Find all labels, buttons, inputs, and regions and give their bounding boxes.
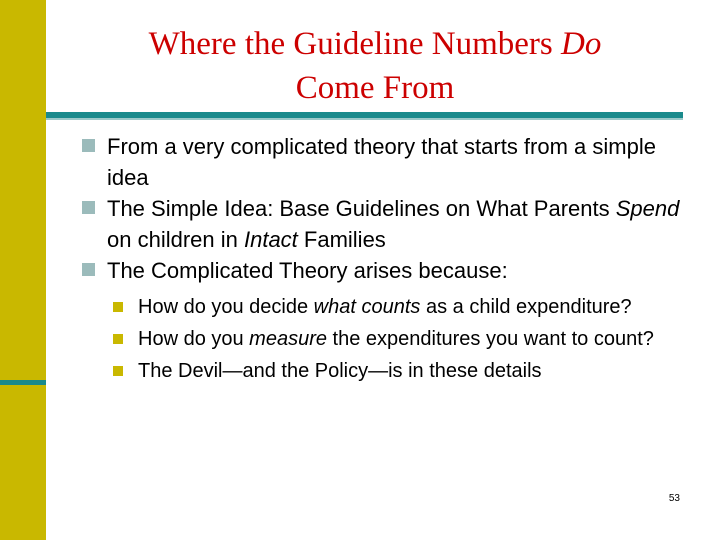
sidebar-accent-bar [0, 0, 46, 540]
sub-bullet-square-icon [113, 302, 123, 312]
sub-bullet-item-1: How do you decide what counts as a child expenditure? [113, 293, 702, 321]
sub-bullet-list [82, 293, 702, 385]
bullet-item-3: The Complicated Theory arises because: [82, 255, 702, 286]
sub-bullet-square-icon [113, 334, 123, 344]
bullet-item-2: The Simple Idea: Base Guidelines on What Parents Spend on children in Intact Families [82, 193, 702, 255]
bullet-square-icon [82, 263, 95, 276]
slide-title [70, 22, 680, 110]
title-text-part1: Where the Guideline Numbers [148, 26, 561, 62]
title-text-part2: Come From [295, 70, 455, 106]
bullet-item-1: From a very complicated theory that starts from a simple idea [82, 131, 702, 193]
title-underline-shadow [46, 118, 683, 120]
title-text-emphasis: Do [561, 26, 602, 62]
bullet-list [82, 131, 702, 389]
sidebar-stripe [0, 380, 46, 385]
sub-bullet-item-3: The Devil—and the Policy—is in these details [113, 357, 702, 385]
sub-bullet-square-icon [113, 366, 123, 376]
slide-number: 53 [668, 493, 680, 504]
bullet-square-icon [82, 201, 95, 214]
bullet-square-icon [82, 139, 95, 152]
sub-bullet-item-2: How do you measure the expenditures you want to count? [113, 325, 702, 353]
